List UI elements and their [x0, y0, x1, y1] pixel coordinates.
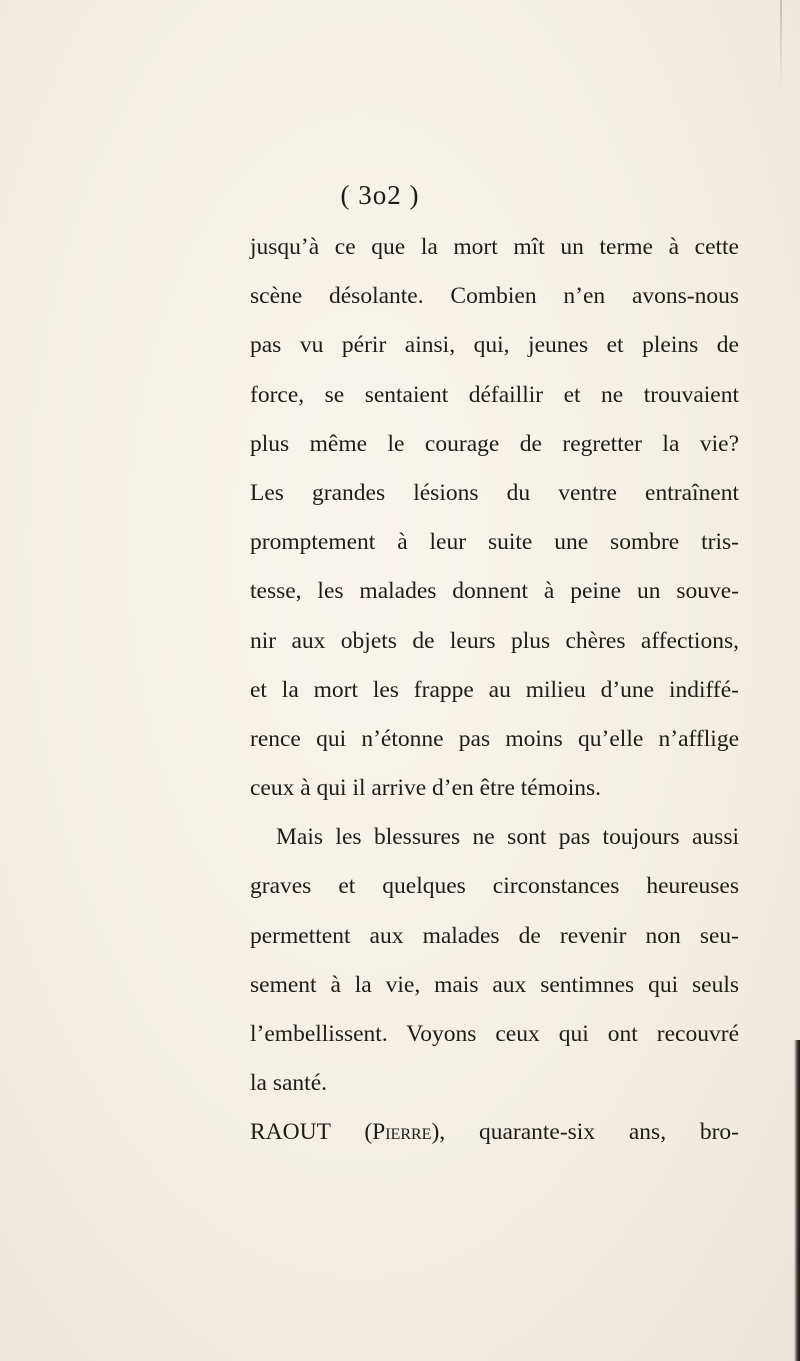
entry-given-name: Pierre [372, 1119, 432, 1146]
text-line: Les grandes lésions du ventre entraînent [250, 479, 739, 506]
text-line: graves et quelques circonstances heureuses [250, 873, 739, 900]
text-line: tesse, les malades donnent à peine un souve- [250, 578, 739, 605]
page-number: ( 3o2 ) [340, 180, 420, 210]
text-line: ceux à qui il arrive d’en être témoins. [250, 775, 602, 802]
text-line: nir aux objets de leurs plus chères affections, [250, 627, 739, 654]
text-line: pas vu périr ainsi, qui, jeunes et pleins de [250, 332, 739, 359]
text-line: rence qui n’étonne pas moins qu’elle n’afflige [250, 725, 739, 752]
text-line: Mais les blessures ne sont pas toujours aussi [276, 824, 739, 851]
text-line: jusqu’à ce que la mort mît un terme à cette [250, 234, 739, 260]
text-line: l’embellissent. Voyons ceux qui ont recouvré [250, 1021, 739, 1047]
text-line: promptement à leur suite une sombre tris- [250, 529, 739, 556]
text-line: et la mort les frappe au milieu d’une indiffé- [250, 676, 739, 703]
entry-rest: ), quarante-six ans, bro- [431, 1119, 740, 1146]
body-text [250, 223, 739, 1158]
page-edge-shadow [794, 1040, 800, 1361]
text-line: plus même le courage de regretter la vie? [250, 430, 739, 457]
text-line: permettent aux malades de revenir non seu- [250, 922, 739, 949]
entry-surname: RAOUT [250, 1119, 331, 1146]
page-fold-mark [780, 0, 782, 90]
text-line: force, se sentaient défaillir et ne trouvaient [250, 381, 739, 408]
text-line: sement à la vie, mais aux sentimnes qui seuls [250, 971, 739, 998]
text-line: la santé. [250, 1070, 327, 1097]
text-line: scène désolante. Combien n’en avons-nous [250, 283, 739, 310]
entry-line [250, 1108, 739, 1157]
entry-open-paren: ( [364, 1119, 373, 1146]
